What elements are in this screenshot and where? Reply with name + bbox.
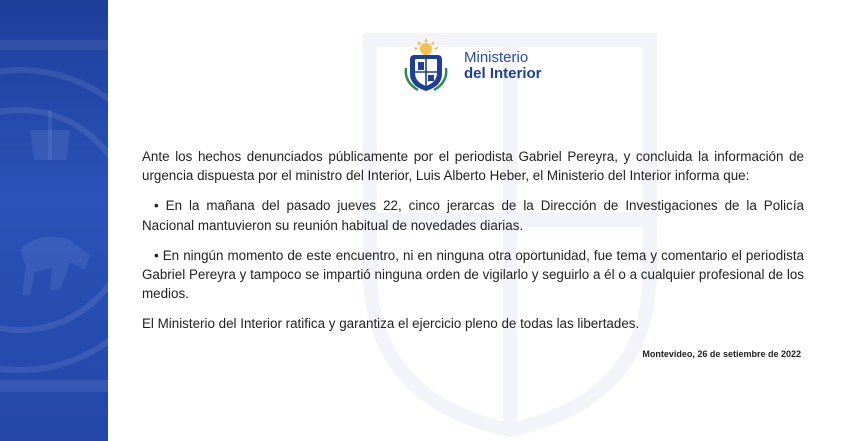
coat-of-arms-icon (398, 38, 454, 94)
statement-intro: Ante los hechos denunciados públicamente por el periodista Gabriel Pereyra, y concluida la información de urgencia dispuesta por el ministro del Interior, Luis Alberto Heber, el Ministerio del Interior informa que: (142, 149, 804, 184)
logo-text-ministerio: Ministerio (464, 49, 529, 67)
statement-point-1: • En la mañana del pasado jueves 22, cinco jerarcas de la Dirección de Investigaciones de la Policía Nacional mantuvieron su reunión habitual de novedades diarias. (142, 198, 804, 233)
logo-text-del-interior: del Interior (464, 65, 542, 82)
decorative-side-band (0, 0, 108, 441)
ministry-logo (398, 38, 542, 94)
statement-point-2: • En ningún momento de este encuentro, ni en ninguna otra oportunidad, fue tema y comentario el periodista Gabriel Pereyra y tampoco se impartió ninguna orden de vigilarlo y seguirlo a él o a cualquier profesional de los medios. (142, 247, 804, 302)
statement-closing: El Ministerio del Interior ratifica y garantiza el ejercicio pleno de todas las libertades. (142, 316, 640, 332)
statement-date: Montevideo, 26 de setiembre de 2022 (642, 349, 801, 359)
coat-of-arms-watermark-icon (0, 0, 108, 441)
press-statement (142, 147, 804, 334)
